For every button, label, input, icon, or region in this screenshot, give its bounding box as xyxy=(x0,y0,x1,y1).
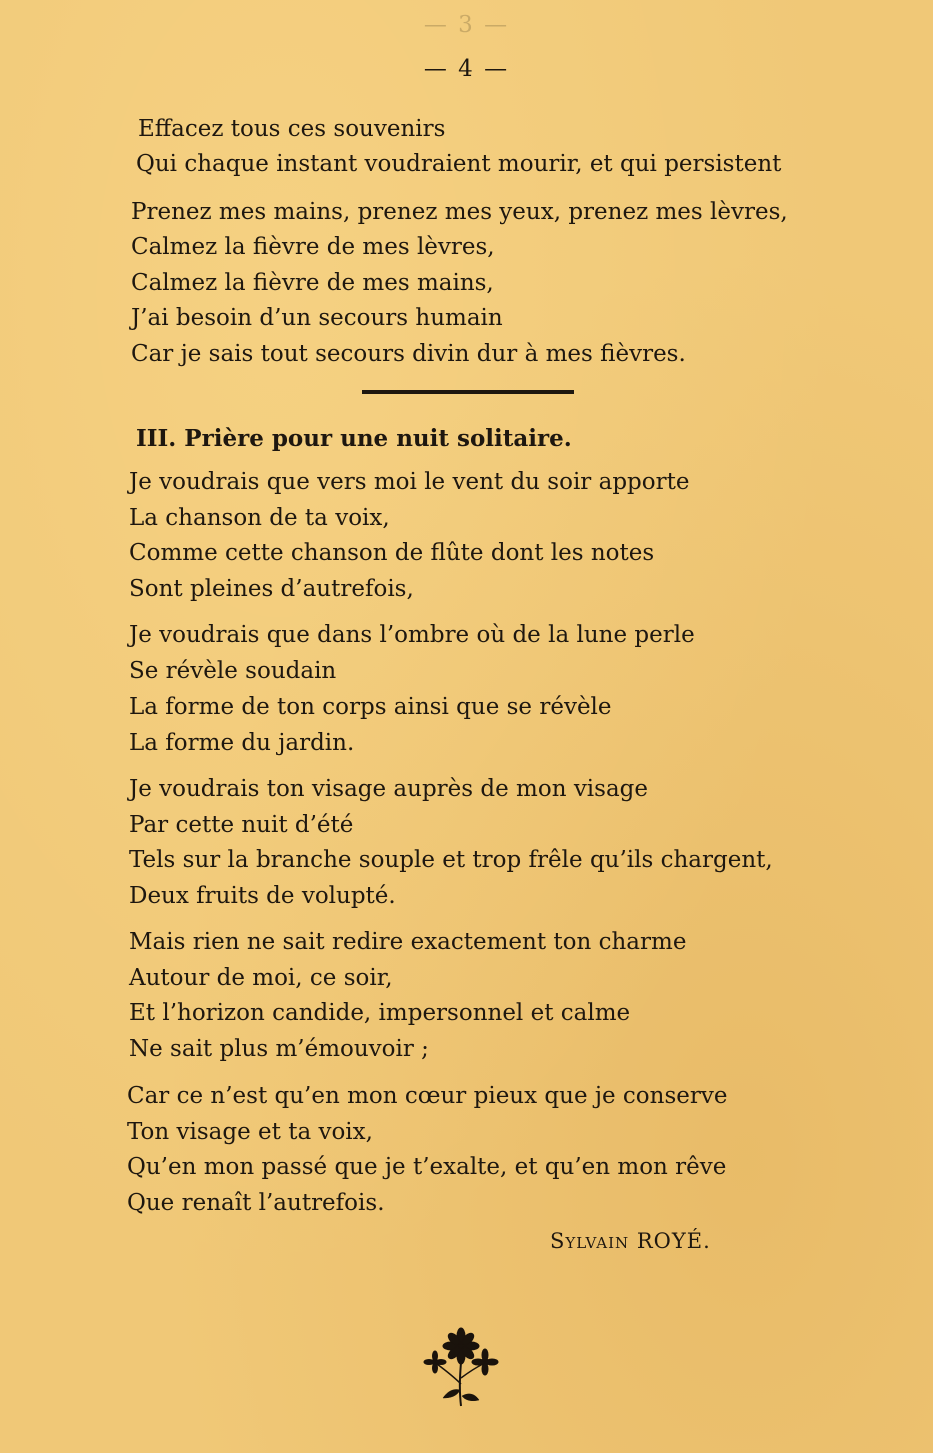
poem-line: Et l’horizon candide, impersonnel et calme xyxy=(129,1000,631,1026)
poem-line: Tels sur la branche souple et trop frêle qu’ils chargent, xyxy=(129,847,773,873)
poem-top-line: J’ai besoin d’un secours humain xyxy=(131,305,503,331)
poem-line: Sont pleines d’autrefois, xyxy=(129,576,414,602)
poem-line: La forme de ton corps ainsi que se révèle xyxy=(129,694,612,720)
poem-line: Autour de moi, ce soir, xyxy=(129,965,393,991)
poem-line: Mais rien ne sait redire exactement ton charme xyxy=(129,929,687,955)
poem-top-line: Calmez la fièvre de mes lèvres, xyxy=(131,234,495,260)
poem-top-line: Calmez la fièvre de mes mains, xyxy=(131,270,494,296)
flower-ornament-icon xyxy=(423,1326,499,1408)
poem-line: Car ce n’est qu’en mon cœur pieux que je conserve xyxy=(127,1083,728,1109)
poem-top-line: Effacez tous ces souvenirs xyxy=(138,116,446,142)
poem-line: Qu’en mon passé que je t’exalte, et qu’en mon rêve xyxy=(127,1154,727,1180)
author-signature xyxy=(550,1226,711,1256)
bleed-through-page-number: — 3 — xyxy=(423,12,510,38)
poem-line: Je voudrais que vers moi le vent du soir apporte xyxy=(129,469,690,495)
section-title: III. Prière pour une nuit solitaire. xyxy=(136,425,572,452)
poem-line: Ne sait plus m’émouvoir ; xyxy=(129,1036,429,1062)
poem-line: Par cette nuit d’été xyxy=(129,812,354,838)
author-last-name: ROYÉ. xyxy=(636,1229,711,1253)
poem-line: Que renaît l’autrefois. xyxy=(127,1190,385,1216)
poem-top-line: Prenez mes mains, prenez mes yeux, prenez mes lèvres, xyxy=(131,199,788,225)
poem-line: Comme cette chanson de flûte dont les notes xyxy=(129,540,655,566)
poem-line: Deux fruits de volupté. xyxy=(129,883,396,909)
page-number: — 4 — xyxy=(423,56,510,82)
poem-line: Je voudrais que dans l’ombre où de la lune perle xyxy=(129,622,695,648)
poem-line: Se révèle soudain xyxy=(129,658,337,684)
author-first-name: Sylvain xyxy=(550,1229,630,1253)
poem-top-line: Qui chaque instant voudraient mourir, et qui persistent xyxy=(136,151,782,177)
poem-line: La chanson de ta voix, xyxy=(129,505,390,531)
section-divider xyxy=(362,390,574,394)
poem-line: Ton visage et ta voix, xyxy=(127,1119,373,1145)
poem-top-line: Car je sais tout secours divin dur à mes fièvres. xyxy=(131,341,686,367)
poem-line: Je voudrais ton visage auprès de mon visage xyxy=(129,776,649,802)
poem-line: La forme du jardin. xyxy=(129,730,355,756)
